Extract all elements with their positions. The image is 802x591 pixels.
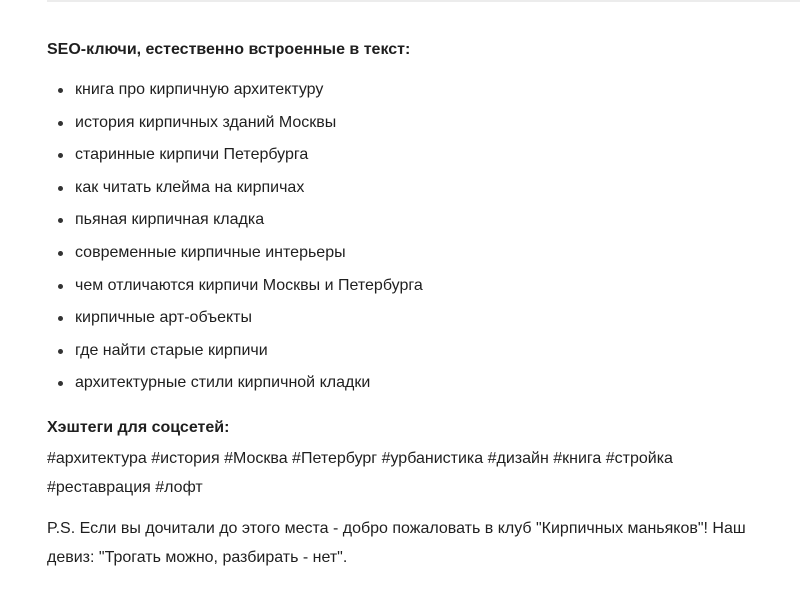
hashtags-heading: Хэштеги для соцсетей: <box>47 419 230 436</box>
seo-key-text: чем отличаются кирпичи Москвы и Петербурга <box>75 276 423 294</box>
bullet-icon <box>58 88 63 93</box>
bullet-icon <box>58 284 63 289</box>
bullet-icon <box>58 121 63 126</box>
seo-key-text: как читать клейма на кирпичах <box>75 178 305 196</box>
list-item <box>47 341 423 374</box>
list-item <box>47 373 423 406</box>
seo-key-text: книга про кирпичную архитектуру <box>75 81 324 98</box>
bullet-icon <box>58 153 63 158</box>
seo-key-text: архитектурные стили кирпичной кладки <box>75 374 371 392</box>
list-item <box>47 210 423 243</box>
list-item <box>47 308 423 341</box>
bullet-icon <box>58 381 63 386</box>
bullet-icon <box>58 218 63 223</box>
bullet-icon <box>58 186 63 191</box>
seo-key-text: современные кирпичные интерьеры <box>75 243 346 261</box>
list-item <box>47 243 423 276</box>
top-divider <box>47 0 800 2</box>
list-item <box>47 145 423 178</box>
list-item <box>47 178 423 211</box>
seo-key-text: где найти старые кирпичи <box>75 341 268 359</box>
seo-keys-heading: SEO-ключи, естественно встроенные в текст: <box>47 41 411 58</box>
seo-key-text: старинные кирпичи Петербурга <box>75 146 309 164</box>
seo-key-text: история кирпичных зданий Москвы <box>75 113 337 131</box>
seo-key-text: кирпичные арт-объекты <box>75 309 252 327</box>
bullet-icon <box>58 349 63 354</box>
bullet-icon <box>58 316 63 321</box>
list-item <box>47 113 423 146</box>
seo-keys-list <box>47 80 423 406</box>
hashtags-text: #архитектура #история #Москва #Петербург #урбанистика #дизайн #книга #стройка #реставрация #лофт <box>47 450 673 496</box>
postscript-text: P.S. Если вы дочитали до этого места - добро пожаловать в клуб "Кирпичных маньяков"! Наш девиз: "Трогать можно, разбирать - нет". <box>47 520 746 566</box>
bullet-icon <box>58 251 63 256</box>
list-item <box>47 80 423 113</box>
seo-key-text: пьяная кирпичная кладка <box>75 211 265 229</box>
list-item <box>47 276 423 309</box>
